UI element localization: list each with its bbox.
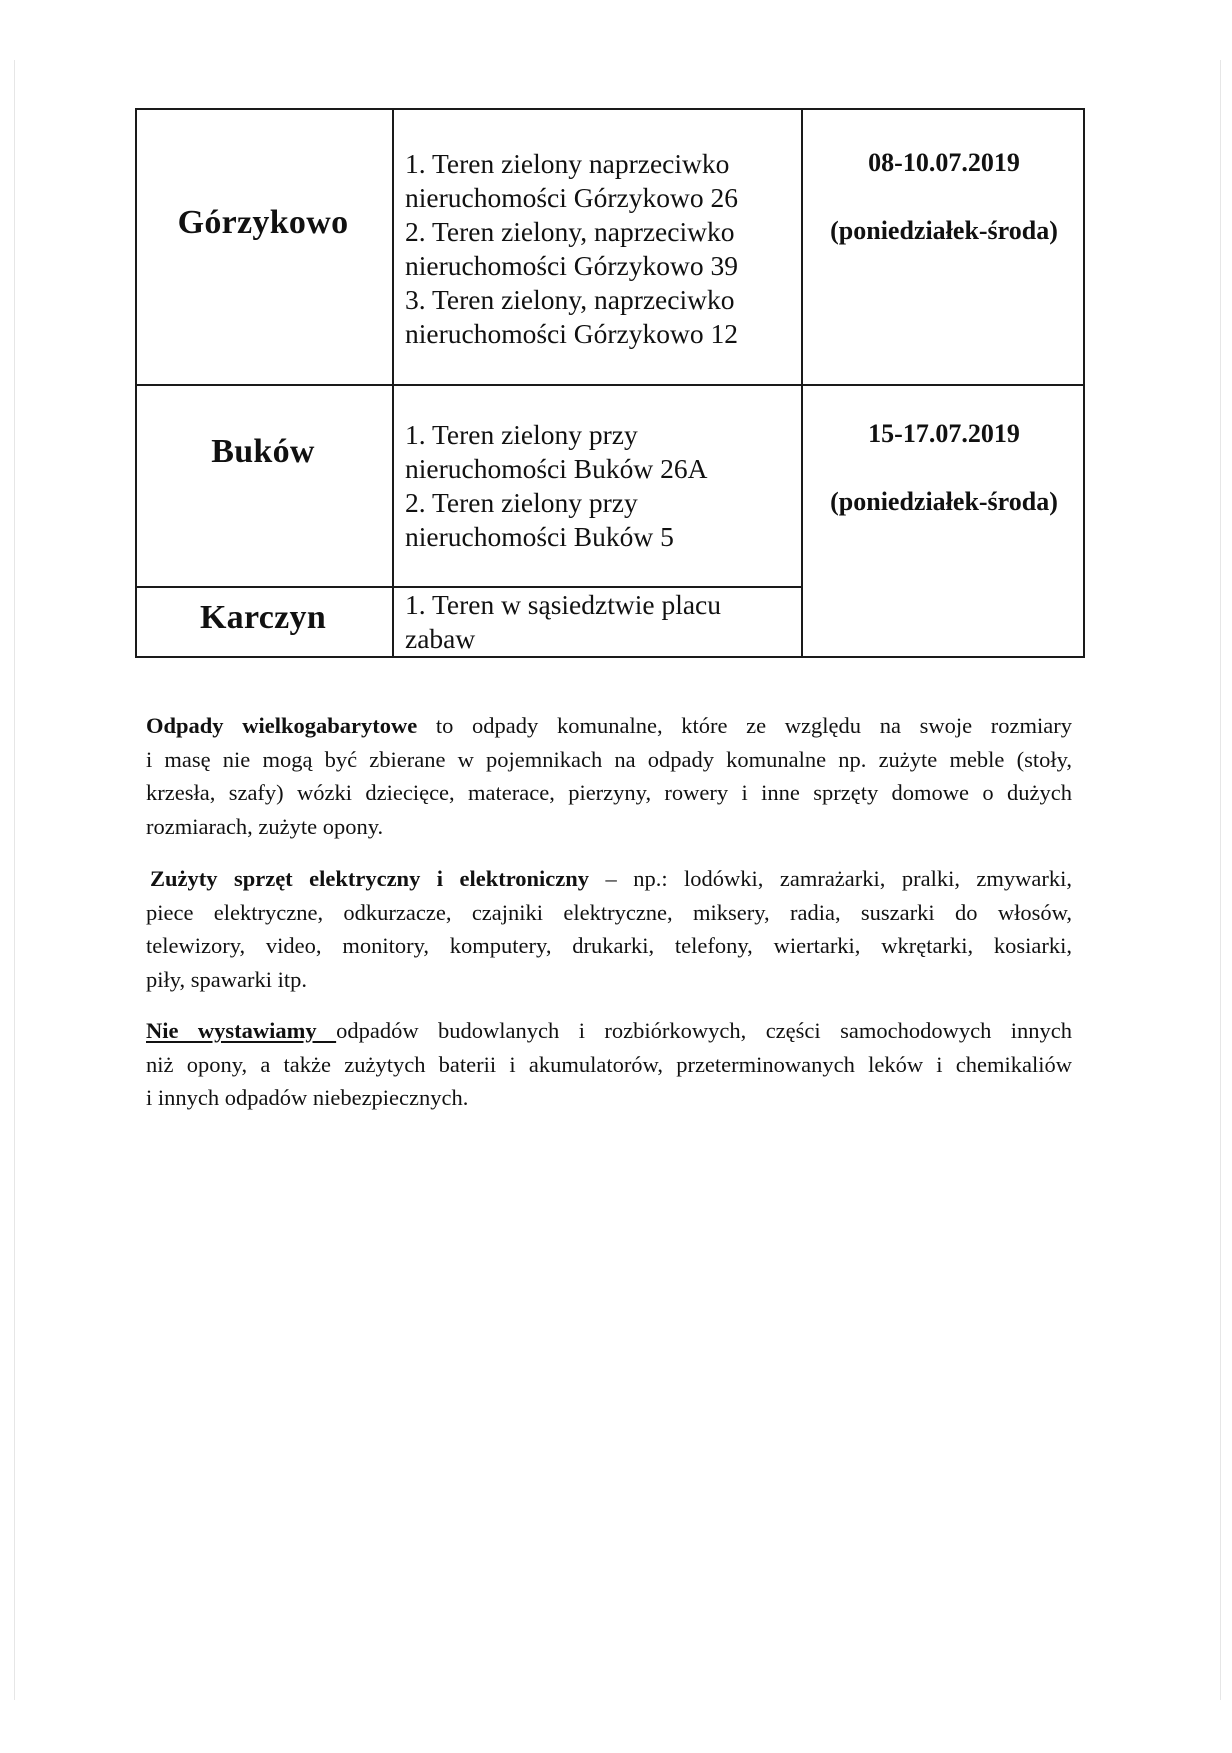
- table-row-divider: [135, 384, 1085, 386]
- paragraph-line: niż opony, a także zużytych baterii i akumulatorów, przeterminowanych leków i chemikaliów: [146, 1051, 1072, 1077]
- village-name: Karczyn: [199, 599, 327, 636]
- collection-schedule-table: [135, 108, 1085, 658]
- place-line: nieruchomości Górzykowo 26: [405, 182, 738, 213]
- scan-edge-left: [14, 60, 15, 1700]
- table-border-bottom: [135, 656, 1085, 658]
- paragraph-text: – np.: lodówki, zamrażarki, pralki, zmywarki,: [589, 866, 1072, 891]
- paragraph-line: [146, 709, 1072, 743]
- date-range: 08-10.07.2019: [868, 148, 1020, 177]
- place-line: 2. Teren zielony przy: [405, 487, 638, 518]
- paragraph-line: i masę nie mogą być zbierane w pojemnikach na odpady komunalne np. zużyte meble (stoły,: [146, 746, 1072, 772]
- excluded-waste-term: Nie wystawiamy: [146, 1018, 337, 1043]
- table-border-top: [135, 108, 1085, 110]
- date-range: 15-17.07.2019: [868, 419, 1020, 448]
- place-line: 2. Teren zielony, naprzeciwko: [405, 216, 735, 247]
- electronic-waste-paragraph: [146, 862, 1072, 996]
- village-name: Górzykowo: [177, 204, 349, 241]
- place-line: nieruchomości Górzykowo 39: [405, 250, 738, 281]
- collection-places: [405, 147, 795, 351]
- place-line: zabaw: [405, 623, 476, 654]
- place-line: 3. Teren zielony, naprzeciwko: [405, 284, 735, 315]
- collection-dates: [803, 417, 1085, 519]
- village-name: Buków: [211, 433, 315, 470]
- table-column-divider: [392, 108, 394, 658]
- paragraph-line: krzesła, szafy) wózki dziecięce, materace, pierzyny, rowery i inne sprzęty domowe o dużych: [146, 780, 1072, 805]
- place-line: 1. Teren zielony naprzeciwko: [405, 148, 730, 179]
- paragraph-line: i innych odpadów niebezpiecznych.: [146, 1085, 469, 1110]
- place-line: 1. Teren w sąsiedztwie placu: [405, 589, 721, 620]
- weekday-range: (poniedziałek-środa): [830, 216, 1058, 245]
- electronic-waste-term: Zużyty sprzęt elektryczny i elektroniczny: [150, 866, 590, 891]
- bulky-waste-paragraph: [146, 709, 1072, 843]
- paragraph-line: piece elektryczne, odkurzacze, czajniki elektryczne, miksery, radia, suszarki do włosów,: [146, 899, 1072, 925]
- paragraph-line: rozmiarach, zużyte opony.: [146, 813, 384, 839]
- table-border-left: [135, 108, 137, 658]
- paragraph-line: piły, spawarki itp.: [146, 966, 308, 992]
- paragraph-line: telewizory, video, monitory, komputery, drukarki, telefony, wiertarki, wkrętarki, kosiarki,: [146, 933, 1072, 958]
- place-line: 1. Teren zielony przy: [405, 419, 638, 450]
- place-line: nieruchomości Buków 5: [405, 521, 674, 552]
- paragraph-text: odpadów budowlanych i rozbiórkowych, części samochodowych innych: [336, 1018, 1072, 1043]
- paragraph-line: [150, 862, 1072, 896]
- place-line: nieruchomości Górzykowo 12: [405, 318, 738, 349]
- scan-edge-right: [1220, 60, 1221, 1700]
- paragraph-text: to odpady komunalne, które ze względu na swoje rozmiary: [417, 713, 1072, 738]
- place-line: nieruchomości Buków 26A: [405, 453, 708, 484]
- collection-places: [405, 588, 795, 656]
- excluded-waste-paragraph: [146, 1014, 1072, 1115]
- collection-dates: [803, 146, 1085, 248]
- paragraph-line: [146, 1014, 1072, 1048]
- collection-places: [405, 418, 795, 554]
- weekday-range: (poniedziałek-środa): [830, 487, 1058, 516]
- bulky-waste-term: Odpady wielkogabarytowe: [146, 713, 418, 738]
